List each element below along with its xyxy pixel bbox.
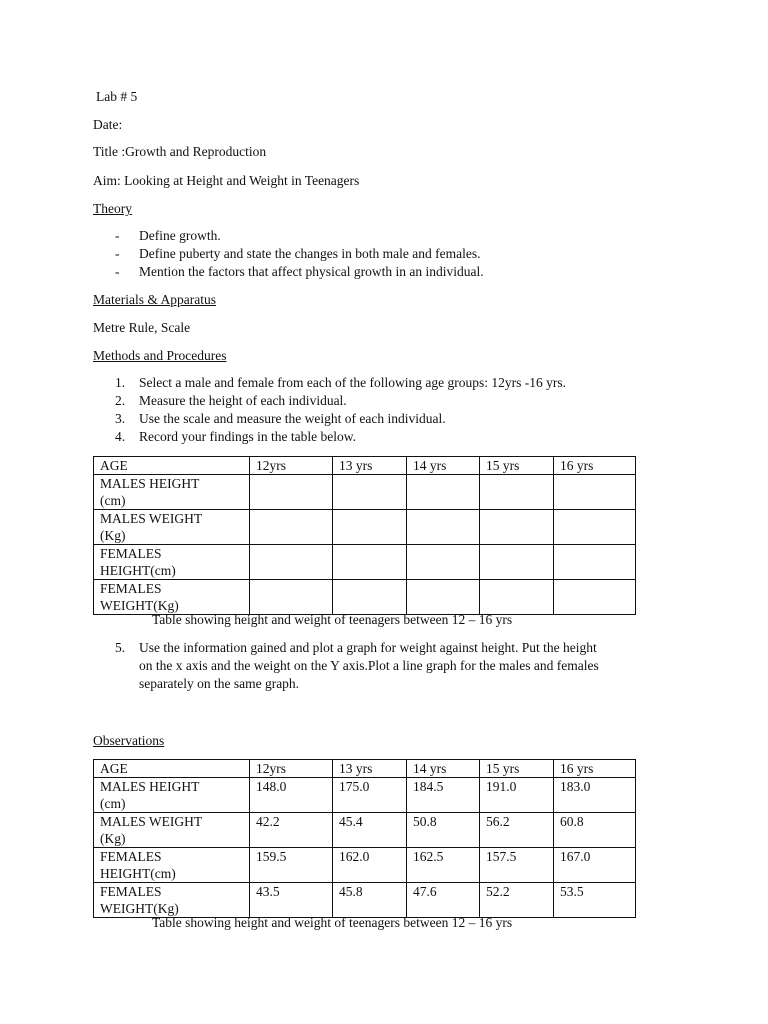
table-cell: 43.5 bbox=[250, 883, 333, 918]
table-cell: 148.0 bbox=[250, 778, 333, 813]
empty-cell bbox=[250, 580, 333, 615]
table-cell: 157.5 bbox=[480, 848, 554, 883]
theory-list bbox=[93, 227, 484, 281]
list-item: 1. Select a male and female from each of the following age groups: 12yrs -16 yrs. bbox=[115, 375, 566, 390]
table-header-cell: 12yrs bbox=[250, 760, 333, 778]
table-cell: 45.8 bbox=[333, 883, 407, 918]
row-label: FEMALES WEIGHT(Kg) bbox=[94, 580, 250, 615]
empty-cell bbox=[407, 580, 480, 615]
table-cell: 191.0 bbox=[480, 778, 554, 813]
table-cell: 56.2 bbox=[480, 813, 554, 848]
list-item: - Define puberty and state the changes in both male and females. bbox=[115, 246, 481, 261]
table-header-cell: AGE bbox=[94, 457, 250, 475]
table-header-cell: 13 yrs bbox=[333, 457, 407, 475]
empty-cell bbox=[333, 580, 407, 615]
empty-cell bbox=[333, 545, 407, 580]
table-header-cell: 14 yrs bbox=[407, 457, 480, 475]
row-label: FEMALES HEIGHT(cm) bbox=[94, 545, 250, 580]
row-label: MALES HEIGHT (cm) bbox=[94, 778, 250, 813]
materials-text: Metre Rule, Scale bbox=[93, 320, 191, 335]
step-5-line: separately on the same graph. bbox=[139, 676, 300, 691]
empty-cell bbox=[554, 510, 636, 545]
empty-cell bbox=[250, 545, 333, 580]
table-header-cell: 15 yrs bbox=[480, 760, 554, 778]
table-cell: 50.8 bbox=[407, 813, 480, 848]
methods-steps bbox=[93, 374, 566, 446]
list-item: - Define growth. bbox=[115, 228, 221, 243]
materials-heading: Materials & Apparatus bbox=[93, 292, 216, 307]
row-label: FEMALES HEIGHT(cm) bbox=[94, 848, 250, 883]
list-item: 4. Record your findings in the table below. bbox=[115, 429, 356, 444]
table-cell: 52.2 bbox=[480, 883, 554, 918]
table-header-cell: 16 yrs bbox=[554, 457, 636, 475]
table-cell: 175.0 bbox=[333, 778, 407, 813]
empty-cell bbox=[554, 580, 636, 615]
empty-cell bbox=[554, 545, 636, 580]
row-label: MALES WEIGHT (Kg) bbox=[94, 813, 250, 848]
table-row bbox=[94, 580, 636, 615]
empty-cell bbox=[480, 580, 554, 615]
table-header-cell: 15 yrs bbox=[480, 457, 554, 475]
methods-heading: Methods and Procedures bbox=[93, 348, 227, 363]
step-5-line: on the x axis and the weight on the Y axis.Plot a line graph for the males and females bbox=[139, 658, 599, 673]
observations-heading: Observations bbox=[93, 733, 165, 748]
list-item: 3. Use the scale and measure the weight of each individual. bbox=[115, 411, 446, 426]
lab-number: Lab # 5 bbox=[96, 89, 138, 104]
table-row bbox=[94, 813, 636, 848]
table-cell: 167.0 bbox=[554, 848, 636, 883]
table-cell: 42.2 bbox=[250, 813, 333, 848]
table-header-row bbox=[94, 457, 636, 475]
table-row bbox=[94, 510, 636, 545]
row-label: MALES HEIGHT (cm) bbox=[94, 475, 250, 510]
table-header-cell: AGE bbox=[94, 760, 250, 778]
table-row bbox=[94, 778, 636, 813]
empty-cell bbox=[333, 475, 407, 510]
table-header-row bbox=[94, 760, 636, 778]
table-cell: 47.6 bbox=[407, 883, 480, 918]
empty-cell bbox=[407, 545, 480, 580]
table-cell: 159.5 bbox=[250, 848, 333, 883]
theory-heading: Theory bbox=[93, 201, 132, 216]
list-item: - Mention the factors that affect physical growth in an individual. bbox=[115, 264, 484, 279]
empty-cell bbox=[250, 475, 333, 510]
table-cell: 162.0 bbox=[333, 848, 407, 883]
empty-cell bbox=[407, 510, 480, 545]
date-label: Date: bbox=[93, 117, 123, 132]
empty-cell bbox=[480, 545, 554, 580]
observations-table bbox=[93, 759, 636, 918]
table-row bbox=[94, 545, 636, 580]
table-row bbox=[94, 475, 636, 510]
table-header-cell: 14 yrs bbox=[407, 760, 480, 778]
empty-cell bbox=[480, 510, 554, 545]
empty-cell bbox=[250, 510, 333, 545]
table-cell: 184.5 bbox=[407, 778, 480, 813]
empty-cell bbox=[407, 475, 480, 510]
blank-data-table bbox=[93, 456, 636, 615]
table-cell: 53.5 bbox=[554, 883, 636, 918]
list-item: 2. Measure the height of each individual. bbox=[115, 393, 347, 408]
step-5-line: Use the information gained and plot a graph for weight against height. Put the height bbox=[139, 640, 597, 655]
table-header-cell: 16 yrs bbox=[554, 760, 636, 778]
table-header-cell: 12yrs bbox=[250, 457, 333, 475]
empty-cell bbox=[480, 475, 554, 510]
observations-table-caption: Table showing height and weight of teenagers between 12 – 16 yrs bbox=[152, 915, 513, 930]
table-row bbox=[94, 883, 636, 918]
table-cell: 183.0 bbox=[554, 778, 636, 813]
table-header-cell: 13 yrs bbox=[333, 760, 407, 778]
empty-cell bbox=[554, 475, 636, 510]
table-cell: 162.5 bbox=[407, 848, 480, 883]
blank-table-caption: Table showing height and weight of teenagers between 12 – 16 yrs bbox=[152, 612, 513, 627]
table-row bbox=[94, 848, 636, 883]
title-line: Title :Growth and Reproduction bbox=[93, 144, 267, 159]
table-cell: 60.8 bbox=[554, 813, 636, 848]
empty-cell bbox=[333, 510, 407, 545]
table-cell: 45.4 bbox=[333, 813, 407, 848]
step-number: 5. bbox=[115, 640, 126, 655]
row-label: MALES WEIGHT (Kg) bbox=[94, 510, 250, 545]
row-label: FEMALES WEIGHT(Kg) bbox=[94, 883, 250, 918]
aim-line: Aim: Looking at Height and Weight in Teenagers bbox=[93, 173, 360, 188]
